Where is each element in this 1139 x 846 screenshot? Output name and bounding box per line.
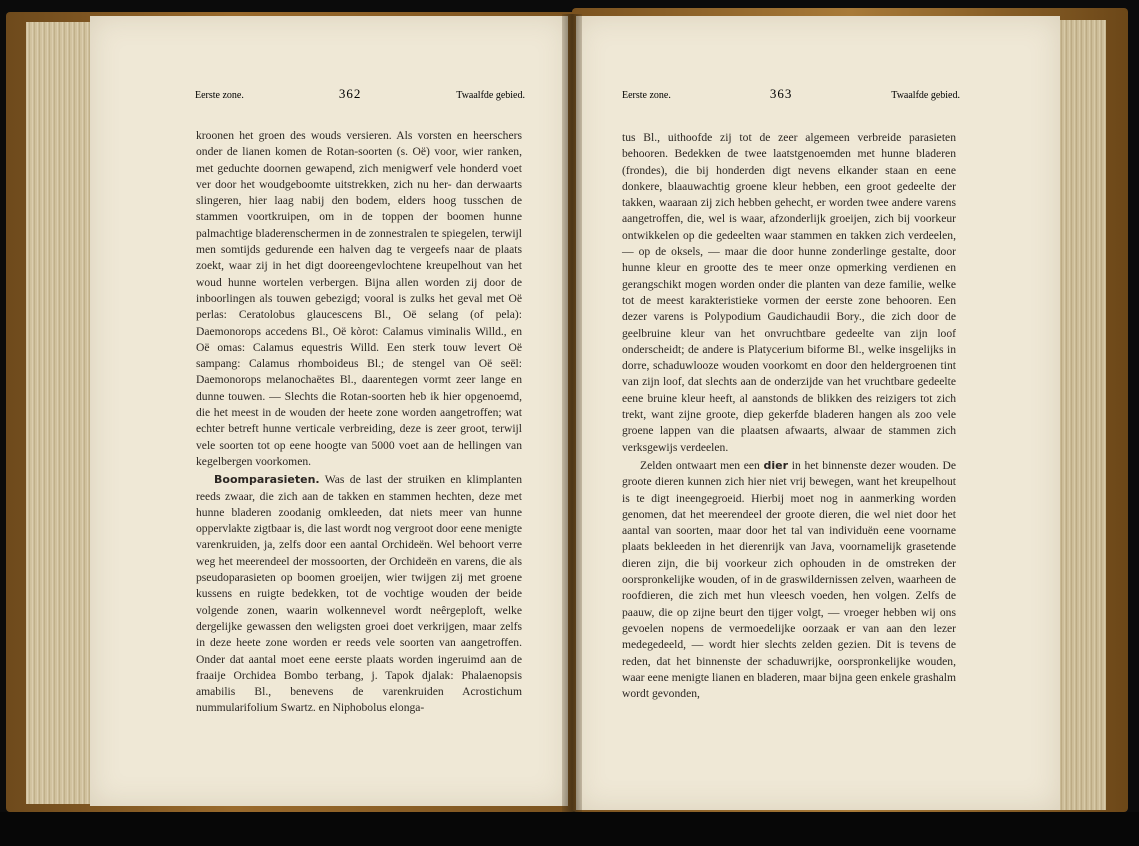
right-page-body [622,130,956,702]
right-page-number: 363 [769,86,793,101]
left-paragraph-2-text: Was de last der struiken en klimplanten reeds zwaar, die zich aan de takken en stammen hechten, deze met hunne bladeren zoodanig omkleeden, dat niets meer van hunne oppervlakte zigtbaar is, die last wordt nog vergroot door eene menigte varenkruiden, ja, zelfs door een aantal Orchideën. Wel behoort verre weg het meerendeel der mossoorten, der Orchideën en varens, die als pseudoparasieten op boomen groeijen, wier twijgen zij met groene kussens en ruigte bedekken, tot de vochtige wouden der beide volgende zonen, waarin wolkennevel wordt neêrgeploft, welke dergelijke gewassen den weligsten groei doet verkrijgen, maar zelfs in deze heete zone worden er reeds vele soorten van aangetroffen. Onder dat aantal moet eene eerste plaats worden ingeruimd aan de fraaije Orchidea Bombo terbang, j. Tapok djalak: Phalaenopsis amabilis Bl., benevens de varenkruiden Acrostichum nummularifolium Swartz. en Niphobolus elonga- [196,473,522,715]
right-paragraph-1: tus Bl., uithoofde zij tot de zeer algemeen verbreide parasieten behooren. Bedekken de twee laatstgenoemden met hunne bladeren (frondes), die bij honderden digt nevens elkander staan en eene donkere, blaauwachtig groene kleur hebben, een groot gedeelte der takken, waaraan zij zich hebben gehecht, er worden twee andere varens aangetroffen, die, wel is waar, afzonderlijk groeijen, zich bij voorkeur ontwikkelen op die gedeelten waar stammen en takken zich verdeelen, — op de oksels, — maar die door hunne zonderlinge gestalte, door hunne kleur en grootte des te meer onze opmerking verdienen en gerangschikt mogen worden onder die planten van deze familie, welke tot de meest karakteristieke vormen der eerste zone behooren. Een dezer varens is Polypodium Gaudichaudii Bory., die zich door de geelbruine kleur van het onvruchtbare gedeelte van zijn loof onderscheidt; de andere is Platycerium biforme Bl., welke insgelijks in dorre, schaduwlooze wouden voorkomt en door den heldergroenen tint van zijn loof, dat slechts aan de onderzijde van het vruchtbare gedeelte eene bruine kleur heeft, al aanstonds de blikken des reizigers tot zich trekt, want zijne groote, diep gekerfde bladeren hangen als zoo vele groene lappen van die plaatsen afwaarts, alwaar de stammen zich verksgewijs verdeelen. [622,131,956,454]
book-gutter [562,14,582,814]
right-paragraph-2-rest: in het binnenste dezer wouden. De groote dieren kunnen zich hier niet vrij bewegen, want het kreupelhout is te digt ineengegroeid. Hierbij moet nog in aanmerking worden genomen, dat het meerendeel der groote dieren, die wel niet door het aantal van soorten, maar door het tal van individuën eene voorname plaats bekleeden in het dierenrijk van Java, voornamelijk grasetende dieren zijn, die bij voorkeur zich ophouden in de omstreken der oorspronkelijke wouden, of in de graswildernissen zelven, waarheen de roofdieren, die zich met hun vleesch voeden, hen volgen. Zelfs de paauw, die op zijne beurt den tijger volgt, — vroeger hebben wij ons gevoelen nopens de vermoedelijke oorzaak er van aan den lezer medegedeeld, — wordt hier slechts zelden gezien. Dit is tevens de reden, dat het binnenste der schaduwrijke, oorspronkelijke wouden, waar eene menigte lianen en bladeren, maar bijna geen enkele grashalm wordt gevonden, [622,458,956,701]
left-page-number: 362 [338,86,362,101]
right-header-region: Twaalfde gebied. [891,90,960,101]
right-paragraph-2 [622,458,956,702]
keyword-dier: dier [763,458,789,472]
right-paragraph-2-start: Zelden ontwaart men een [640,458,764,472]
section-heading-boomparasieten: Boomparasieten. [214,473,320,487]
right-running-header [622,86,960,102]
background-shadow [0,812,1139,846]
left-header-region: Twaalfde gebied. [456,90,525,101]
left-paragraph-1: kroonen het groen des wouds versieren. Als vorsten en heerschers onder de lianen komen de Rotan-soorten (s. Oë) voor, wier ranken, met geduchte doornen gewapend, zich menigwerf vele honderd voet ver door het woudgeboomte uitstrekken, zich nu her- dan derwaarts slingeren, hier laag nabij den bodem, elders hoog tusschen de stammen voortkruipen, om in de toppen der boomen hunne palmachtige bladerenschermen in de zonnestralen te spiegelen, terwijl men somtijds gedurende een halven dag te vergeefs naar de plaats zoekt, waar zij in het digt dooreengevlochtene kreupelhout van het woud hunne wortelen verbergen. Bijna allen worden zij door de inboorlingen als touwen gebezigd; vooral is zulks het geval met Oë perlas: Ceratolobus glaucescens Bl., Oë selang (of pela): Daemonorops accedens Bl., Oë kòrot: Calamus viminalis Willd., en Oë omas: Calamus equestris Willd. Een sterk touw levert Oë sampang: Calamus rhomboideus Bl.; de stengel van Oë seël: Daemonorops melanochaëtes Bl., daarentegen vormt zeer lange en dunne touwen. — Slechts die Rotan-soorten heb ik hier opgenoemd, die het meest in de wouden der heete zone worden aangetroffen; wat echter betreft hunne verticale verbreiding, deze is zeer groot, terwijl vele soorten tot op eene hoogte van 5000 voet aan de hellingen van kegelbergen voorkomen. [196,129,522,468]
right-header-zone: Eerste zone. [622,90,671,101]
left-header-zone: Eerste zone. [195,90,244,101]
